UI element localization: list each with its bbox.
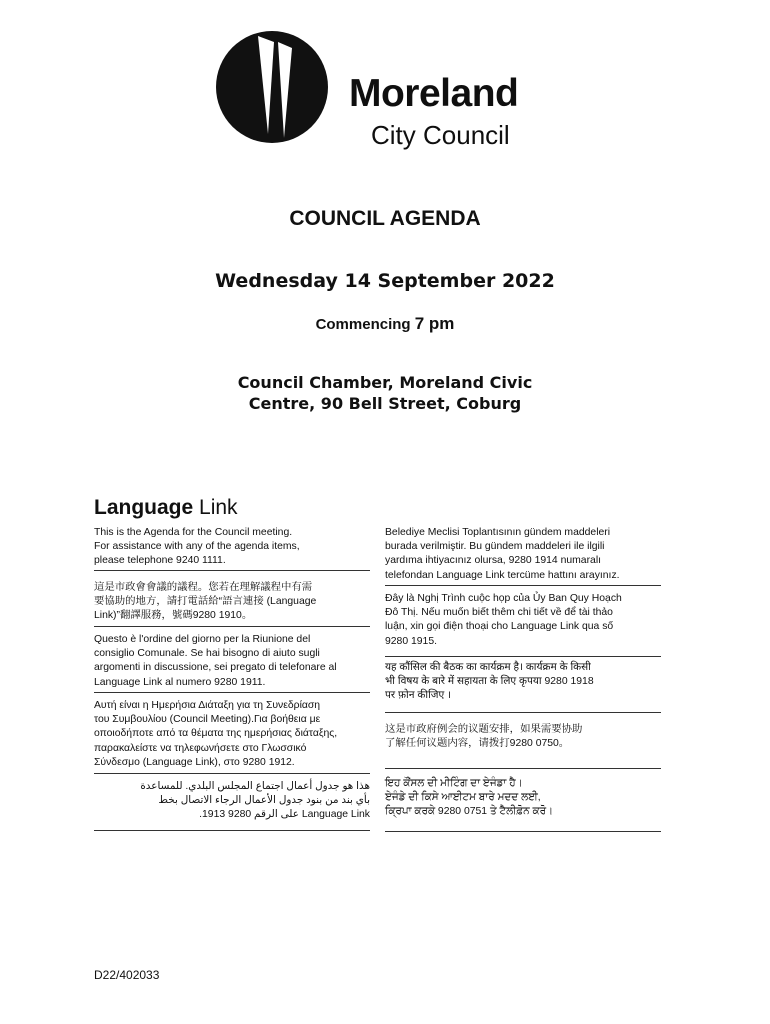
divider — [385, 768, 661, 769]
divider — [94, 626, 370, 627]
venue-line-1: Council Chamber, Moreland Civic — [237, 373, 533, 392]
language-block-vietnamese — [385, 592, 661, 656]
language-text: यह कौंसिल की बैठक का कार्यक्रम है। कार्यक्रम के किसी भी विषय के बारे में सहायता के लिए कृपया 9280 1918 पर फ़ोन कीजिए । — [385, 662, 594, 702]
moreland-logo — [212, 30, 562, 150]
meeting-time — [0, 314, 770, 334]
venue-line-2: Centre, 90 Bell Street, Coburg — [248, 394, 522, 413]
commencing-time: 7 pm — [414, 314, 455, 333]
divider — [385, 831, 661, 832]
meeting-venue — [0, 372, 770, 414]
logo-name: Moreland — [349, 72, 519, 115]
divider — [94, 692, 370, 693]
language-block-hindi — [385, 661, 661, 712]
language-link-heading-bold: Language — [94, 496, 194, 519]
language-text: Belediye Meclisi Toplantısının gündem maddeleri burada verilmiştir. Bu gündem maddeleri ile ilgili yardıma ihtiyacınız olursa, 9280 1914 numaralı telefondan Language Link tercüme hattını arayınız. — [385, 527, 620, 581]
language-link-right-column — [385, 526, 661, 832]
language-link-heading-regular: Link — [199, 496, 238, 519]
divider — [94, 830, 370, 831]
language-block-punjabi — [385, 777, 661, 831]
divider — [385, 712, 661, 713]
language-text: Đây là Nghị Trình cuộc họp của Ủy Ban Quy Hoạch Đô Thị. Nếu muốn biết thêm chi tiết về để tài thảo luận, xin gọi điện thoại cho Language Link qua số 9280 1915. — [385, 593, 622, 647]
language-text: هذا هو جدول أعمال اجتماع المجلس البلدي. للمساعدة بأي بند من بنود جدول الأعمال الرجاء الاتصال بخط Language Link على الرقم 9280 1913. — [140, 781, 370, 821]
language-block-italian — [94, 633, 370, 692]
language-block-english — [94, 526, 370, 570]
logo-subtitle: City Council — [371, 120, 510, 150]
language-block-greek — [94, 699, 370, 773]
divider — [385, 656, 661, 657]
language-text: Αυτή είναι η Ημερήσια Διάταξη για τη Συνεδρίαση του Συμβουλίου (Council Meeting).Για βοήθεια με οποιοδήποτε από τα θέματα της ημερήσιας διάταξης, παρακαλείστε να τηλεφωνήσετε στο Γλωσσικό Σύνδεσμο (Language Link), στο 9280 1912. — [94, 700, 338, 768]
document-reference: D22/402033 — [94, 968, 160, 982]
language-text: 這是市政會會議的議程。您若在理解議程中有需 要協助的地方，請打電話給“語言連接 (Language Link)”翻譯服務，號碼9280 1910。 — [94, 582, 317, 622]
language-text: ਇਹ ਕੌਂਸਲ ਦੀ ਮੀਟਿੰਗ ਦਾ ਏਜੰਡਾ ਹੈ। ਏਜੰਡੇ ਦੀ ਕਿਸੇ ਆਈਟਮ ਬਾਰੇ ਮਦਦ ਲਈ, ਕ੍ਰਿਪਾ ਕਰਕੇ 9280 0751 ਤੇ ਟੈਲੀਫ਼ੋਨ ਕਰੋ। — [385, 778, 554, 818]
language-text: This is the Agenda for the Council meeting. For assistance with any of the agenda items, please telephone 9240 1111. — [94, 527, 300, 567]
meeting-date: Wednesday 14 September 2022 — [215, 270, 555, 292]
language-text: Questo è l'ordine del giorno per la Riunione del consiglio Comunale. Se hai bisogno di aiuto sugli argomenti in discussione, sei pregato di telefonare al Language Link al numero 9280 1911. — [94, 634, 337, 688]
commencing-label: Commencing — [315, 316, 411, 333]
language-block-turkish — [385, 526, 661, 585]
divider — [385, 585, 661, 586]
language-block-chinese-traditional — [94, 581, 370, 626]
language-text: 这是市政府例会的议题安排，如果需要协助 了解任何议题内容，请拨打9280 0750。 — [385, 724, 583, 750]
divider — [94, 570, 370, 571]
language-link-left-column — [94, 526, 370, 831]
language-block-chinese-simplified — [385, 723, 661, 768]
page-title: COUNCIL AGENDA — [289, 207, 481, 230]
language-block-arabic — [94, 780, 370, 830]
language-link-heading — [94, 496, 238, 520]
divider — [94, 773, 370, 774]
moreland-logo-mark-icon — [212, 30, 334, 144]
